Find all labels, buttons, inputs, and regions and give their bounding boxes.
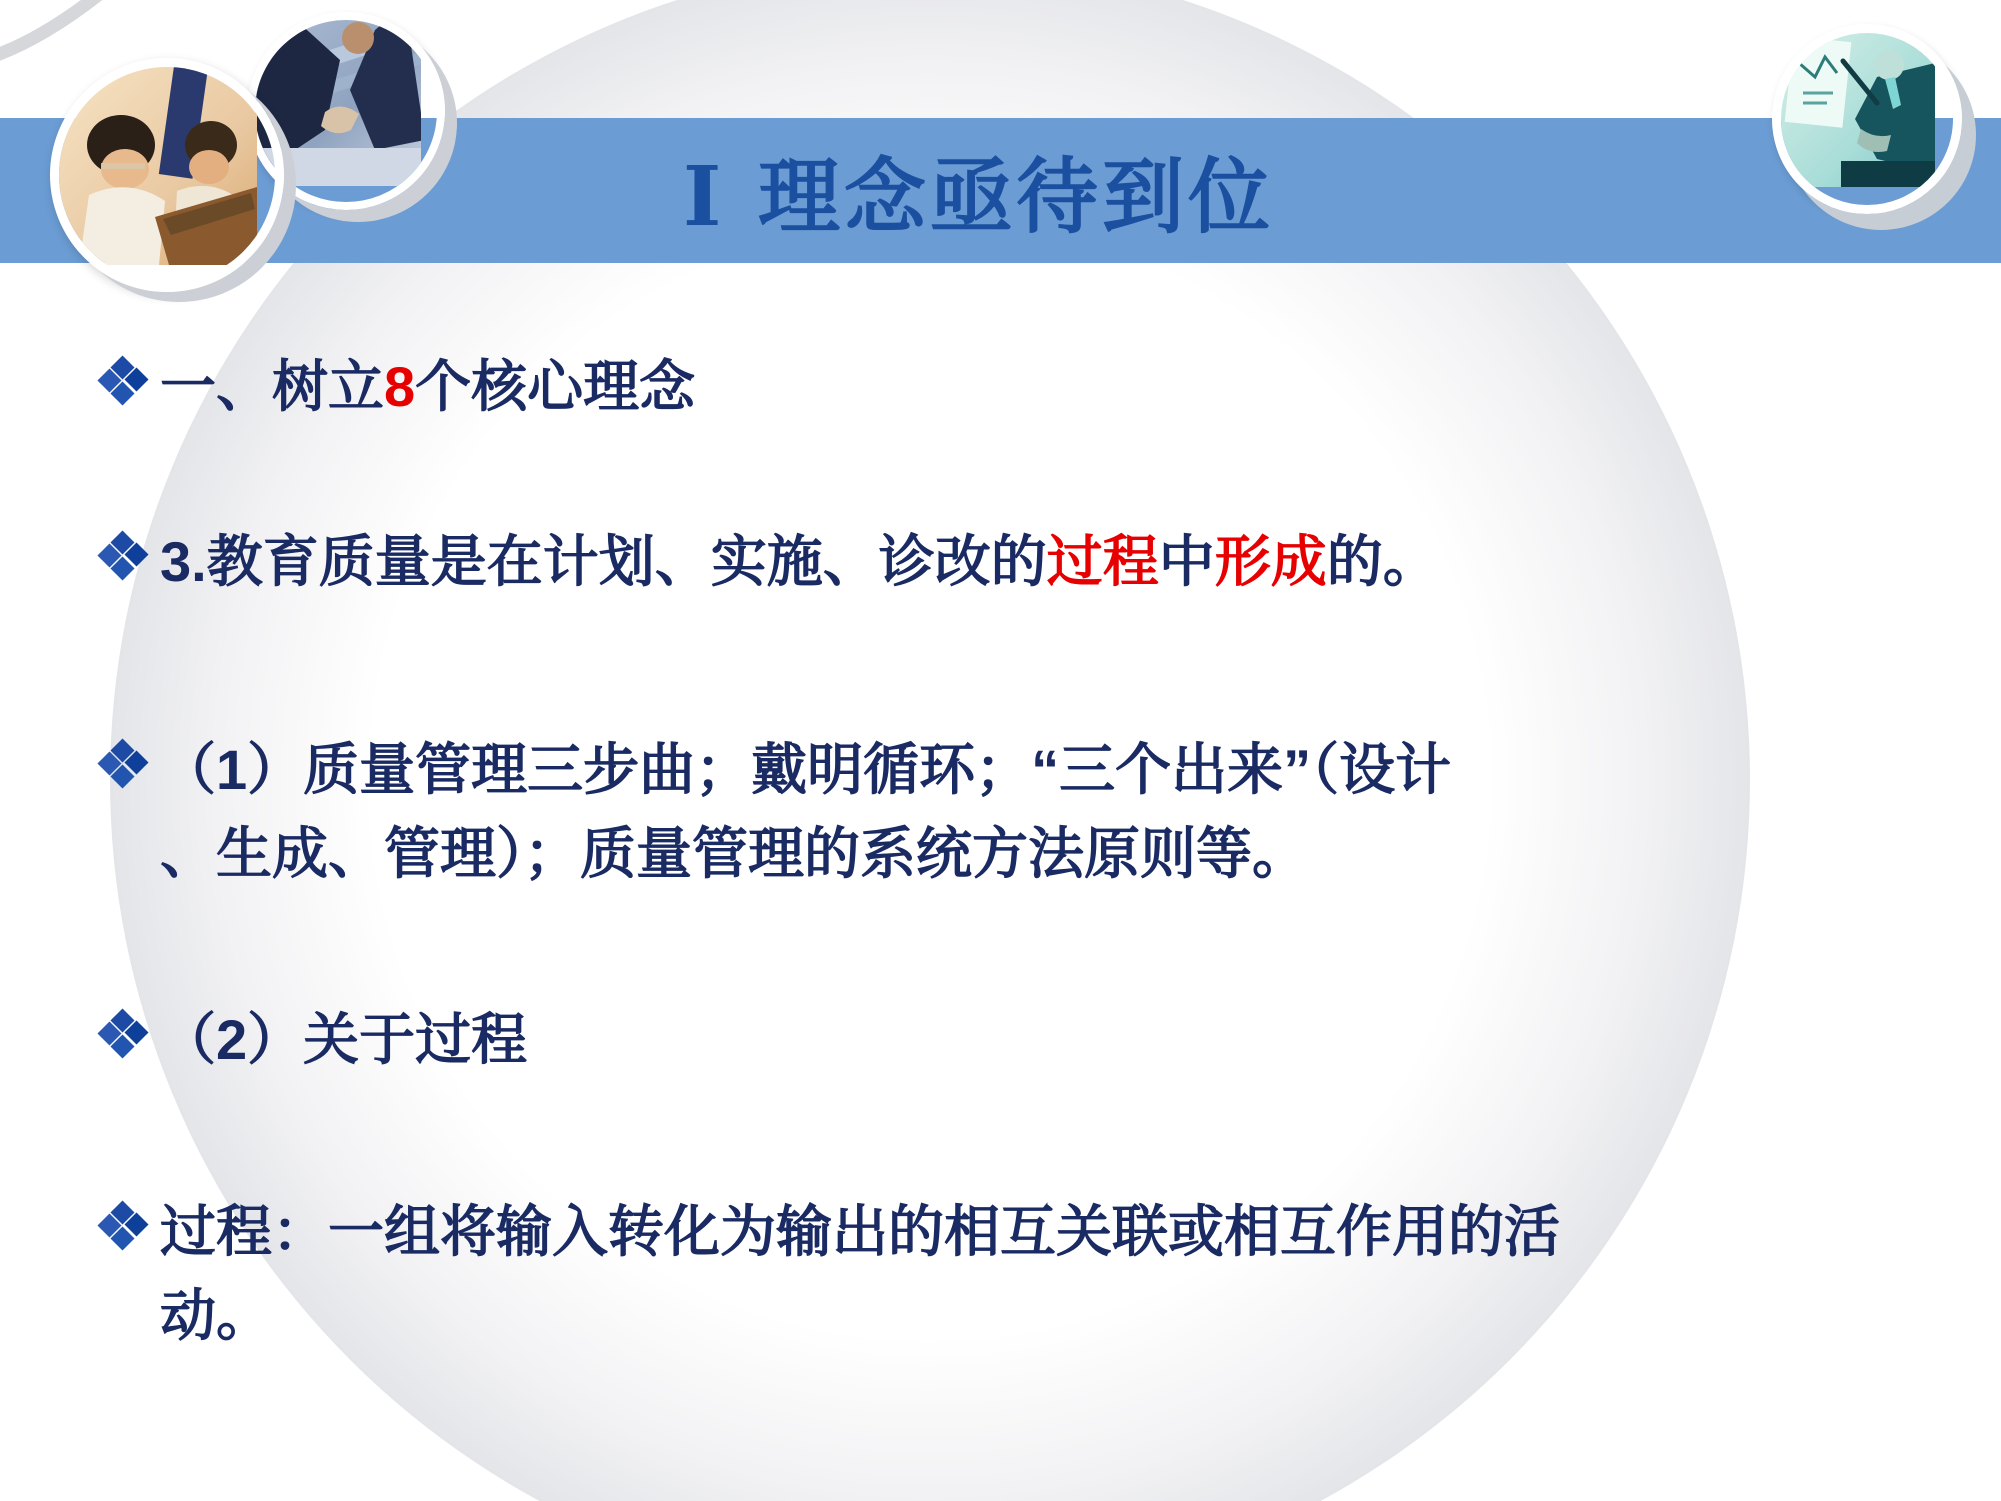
bullet-item-1: [100, 345, 695, 429]
text-segment: （2）关于过程: [160, 1008, 528, 1071]
bullet-item-5: [100, 1190, 1560, 1358]
bullet-item-4: [100, 998, 527, 1082]
text-line: [160, 345, 695, 429]
text-segment: （1）质量管理三步曲；戴明循环；“三个出来”（设计: [160, 738, 1452, 801]
bullet-item-3: [100, 728, 1451, 896]
text-segment: 3.教育质量是在计划、实施、诊改的: [160, 530, 1047, 593]
text-segment: 过程：一组将输入转化为输出的相互关联或相互作用的活: [160, 1200, 1560, 1263]
bullet-list: [100, 0, 1950, 1501]
text-segment: 个核心理念: [415, 355, 696, 418]
text-segment: 一、树立: [160, 355, 384, 418]
text-segment-red: 8: [384, 355, 416, 418]
bullet-text: [160, 728, 1451, 896]
diamond-bullet-icon: [100, 358, 146, 404]
corner-arc: [0, 0, 102, 56]
text-segment: 动。: [160, 1284, 272, 1347]
text-segment-red: 过程: [1046, 530, 1159, 593]
text-line: [160, 728, 1451, 812]
text-segment: 中: [1158, 530, 1215, 593]
text-segment: 的。: [1326, 530, 1439, 593]
bullet-item-2: [100, 520, 1439, 604]
text-line: [160, 998, 527, 1082]
text-line: [160, 812, 1451, 896]
text-segment-red: 形成: [1214, 530, 1327, 593]
slide-title: I 理念亟待到位: [683, 149, 1274, 245]
business-presentation-photo: [1772, 24, 1962, 214]
diamond-bullet-icon: [100, 1203, 146, 1249]
text-line: [160, 520, 1439, 604]
diamond-bullet-icon: [100, 1011, 146, 1057]
text-segment: 、生成、管理）；质量管理的系统方法原则等。: [160, 822, 1308, 885]
colleagues-laptop-image: [59, 67, 257, 265]
text-line: [160, 1274, 1560, 1358]
presentation-image: [1781, 33, 1935, 187]
diamond-bullet-icon: [100, 741, 146, 787]
bullet-text: [160, 998, 527, 1082]
diamond-bullet-icon: [100, 533, 146, 579]
text-line: [160, 1190, 1560, 1274]
bullet-text: [160, 345, 695, 429]
bullet-text: [160, 520, 1439, 604]
colleagues-at-laptop-photo: [50, 58, 284, 292]
bullet-text: [160, 1190, 1560, 1358]
